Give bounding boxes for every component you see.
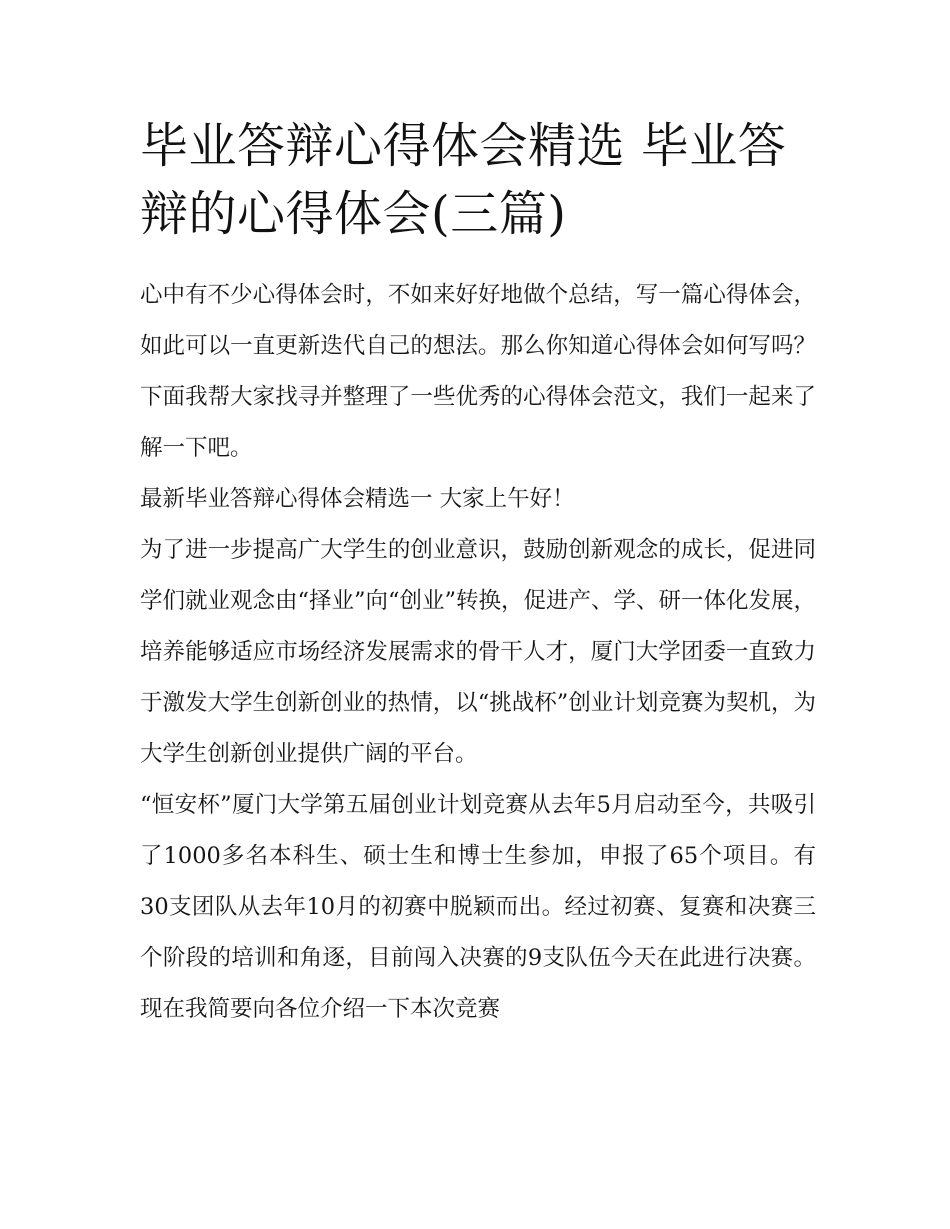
intro-paragraph: 心中有不少心得体会时，不如来好好地做个总结，写一篇心得体会，如此可以一直更新迭代自己的想法。那么你知道心得体会如何写吗？下面我帮大家找寻并整理了一些优秀的心得体会范文，我们一起来了解一下吧。 — [140, 282, 816, 461]
section-heading-paragraph: 最新毕业答辩心得体会精选一 大家上午好！ — [140, 486, 575, 512]
document-body — [140, 270, 816, 1035]
document-content — [140, 112, 816, 1035]
body-paragraph: 为了进一步提高广大学生的创业意识，鼓励创新观念的成长，促进同学们就业观念由“择业”向“创业”转换，促进产、学、研一体化发展，培养能够适应市场经济发展需求的骨干人才，厦门大学团委一直致力于激发大学生创新创业的热情，以“挑战杯”创业计划竞赛为契机，为大学生创新创业提供广阔的平台。 — [140, 537, 817, 767]
document-title: 毕业答辩心得体会精选 毕业答辩的心得体会(三篇) — [140, 118, 787, 242]
body-paragraph: “恒安杯”厦门大学第五届创业计划竞赛从去年5月启动至今，共吸引了1000多名本科生、硕士生和博士生参加，申报了65个项目。有30支团队从去年10月的初赛中脱颖而出。经过初赛、复赛和决赛三个阶段的培训和角逐，目前闯入决赛的9支队伍今天在此进行决赛。现在我简要向各位介绍一下本次竞赛 — [140, 792, 816, 1022]
